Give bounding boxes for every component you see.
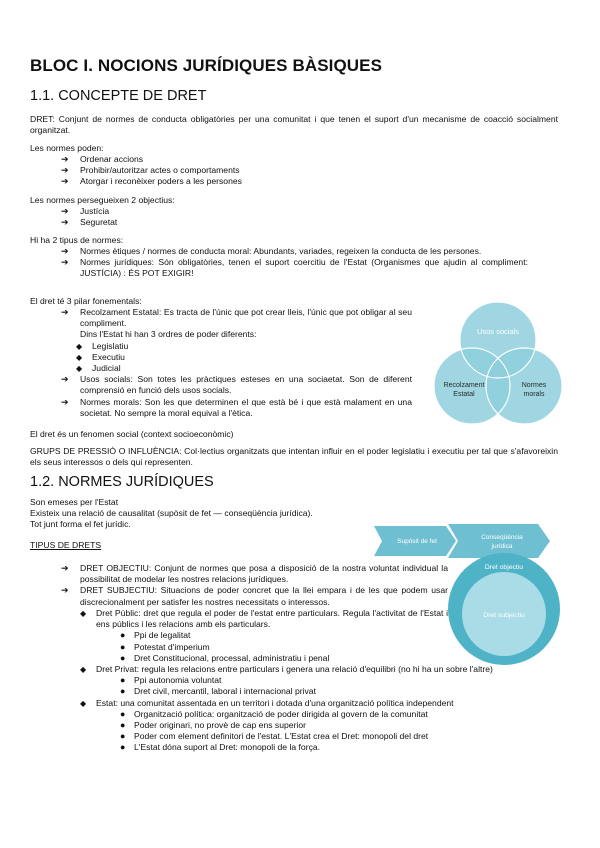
arrow-icon: ➔ (61, 257, 69, 268)
diamond-icon: ◆ (80, 698, 87, 708)
diamond-icon: ◆ (80, 665, 87, 675)
list-item: ● L'Estat dóna suport al Dret: monopoli de la força. (120, 742, 321, 753)
circle-label-objectiu: Dret objectiu (484, 564, 524, 571)
list-item: ● Ppi autonomia voluntat (120, 675, 222, 686)
list-item: ➔ Normes ètiques / normes de conducta moral: Abundants, variades, regeixen la conducta de les persones. (61, 246, 482, 256)
bullet-icon: ● (120, 652, 126, 663)
diamond-icon: ◆ (76, 341, 83, 351)
arrow-icon: ➔ (61, 154, 69, 164)
diamond-icon: ◆ (76, 352, 83, 362)
normes-line-3: Tot junt forma el fet jurídic. (30, 519, 131, 529)
list-item: ● Ppi de legalitat (120, 630, 191, 641)
chevron-label-suposit: Supòsit de fet (397, 538, 437, 545)
chevron-label-consequencia-1: Conseqüència (481, 534, 523, 541)
list-item: ◆ Dret Públic: dret que regula el poder de l'estat entre particulars. Regula l'activitat de l'Estat i ens públics i les relacions amb els particulars. ● Ppi de legalitat ● Potestat d'imperium ● Dret Constitucional, processal, administratiu i penal (80, 608, 448, 663)
list-item: ➔ Usos socials: Son totes les pràctiques esteses en una sociaetat. Son de diferent comprensió en funció dels usos socials. (61, 374, 412, 396)
list-item: ◆ Legislatiu (76, 340, 129, 351)
list-item: ◆ Estat: una comunitat assentada en un territori i dotada d'una organització política independent ● Organització política: organització de poder dirigida al govern de la comunitat ● Poder originari, no provè de cap ens superior ● Poder com element definitori de l'estat. L'Estat crea el Dret: monopoli del dret ● L'Estat dóna suport al Dret: monopoli de la força. (80, 698, 528, 754)
definition-dret: DRET: Conjunt de normes de conducta obligatòries per una comunitat i que tenen el suport d'un mecanisme de coacció socialment organitzat. (30, 114, 558, 136)
list-item: ➔ DRET OBJECTIU: Conjunt de normes que posa a disposició de la nostra voluntat individual la possibilitat de modelar les nostres relacions jurídiques. (61, 563, 448, 585)
tipus-intro: Hi ha 2 tipus de normes: (30, 235, 124, 245)
diamond-icon: ◆ (80, 609, 87, 618)
list-item: ➔ Recolzament Estatal: Es tracta de l'únic que pot crear lleis, l'únic que pot obligar al seu compliment. Dins l'Estat hi han 3 ordres de poder diferents: ◆ Legislatiu ◆ Executiu ◆ Judicial (61, 307, 412, 374)
arrow-icon: ➔ (61, 585, 69, 596)
bullet-icon: ● (120, 630, 126, 641)
list-item: ● Organització política: organització de poder dirigida al govern de la comunitat (120, 708, 428, 719)
list-item: ● Dret Constitucional, processal, administratiu i penal (120, 652, 330, 663)
page-title: BLOC I. NOCIONS JURÍDIQUES BÀSIQUES (30, 56, 383, 75)
grups-pressio: GRUPS DE PRESSIÓ O INFLUÈNCIA: Col·lectius organitzats que intentan influir en el poder legislatiu i executiu per tal que s'afavoreixin els seus interessos o dels qui representen. (30, 446, 558, 468)
list-item: ➔ Atorgar i reconèixer poders a les persones (61, 176, 242, 187)
section-heading-concepte: 1.1. CONCEPTE DE DRET (30, 88, 207, 104)
venn-label-normes-1: Normes (521, 382, 547, 389)
list-item: ➔ Justícia (61, 206, 110, 216)
list-item: ➔ DRET SUBJECTIU: Situacions de poder concret que la llei empara i de les que podem usar discrecionalment per satisfer les nostres necessitats o interessos. (61, 585, 448, 607)
public-items (118, 630, 448, 664)
list-item: ● Dret civil, mercantil, laboral i internacional privat (120, 686, 316, 697)
poden-intro: Les normes poden: (30, 143, 104, 153)
objectius-intro: Les normes persegueixen 2 objectius: (30, 195, 175, 205)
bullet-icon: ● (120, 708, 126, 719)
list-item: ➔ Normes jurídiques: Són obligatòries, tenen el suport coercitiu de l'Estat (Organismes que ajudin al compliment: JUSTÍCIA) : ÉS POT EXIGIR! (61, 257, 528, 279)
list-item: ➔ Seguretat (61, 217, 118, 228)
list-item: ◆ Dret Privat: regula les relacions entre particulars i genera una relació d'equilibri (no hi ha un sobre l'altre) ● Ppi autonomia voluntat ● Dret civil, mercantil, laboral i internacional privat (80, 664, 528, 698)
venn-label-normes-2: morals (523, 391, 545, 398)
arrow-icon: ➔ (61, 165, 69, 176)
section-heading-normes: 1.2. NORMES JURÍDIQUES (30, 474, 214, 490)
bullet-icon: ● (120, 686, 126, 697)
list-item: ◆ Judicial (76, 363, 121, 374)
bullet-icon: ● (120, 720, 126, 731)
venn-diagram (418, 296, 578, 436)
list-item: ➔ Normes morals: Son les que determinen el que està bé i que està malament en una societat. No sempre la moral equival a l'ètica. (61, 396, 412, 418)
normes-line-1: Son emeses per l'Estat (30, 497, 119, 507)
diamond-icon: ◆ (76, 364, 83, 374)
poden-list (61, 154, 561, 188)
arrow-icon: ➔ (61, 176, 69, 187)
bullet-icon: ● (120, 675, 126, 686)
tipus-drets-heading: TIPUS DE DRETS (30, 540, 102, 550)
arrow-icon: ➔ (61, 217, 69, 228)
poders-intro: Dins l'Estat hi han 3 ordres de poder diferents: (80, 329, 257, 340)
arrow-icon: ➔ (61, 563, 69, 573)
dret-types-list (80, 608, 528, 754)
list-item: ● Poder com element definitori de l'estat. L'Estat crea el Dret: monopoli del dret (120, 731, 429, 742)
bullet-icon: ● (120, 641, 126, 652)
arrow-icon: ➔ (61, 396, 69, 407)
tipus-drets-list (61, 563, 448, 608)
venn-label-recolzament-1: Recolzament (443, 382, 485, 389)
bullet-icon: ● (120, 742, 126, 753)
estat-items (118, 709, 528, 754)
list-item: ● Potestat d'imperium (120, 641, 210, 652)
tipus-list (61, 246, 528, 280)
venn-label-recolzament-2: Estatal (453, 391, 475, 398)
chevron-label-consequencia-2: jurídica (491, 543, 513, 550)
arrow-icon: ➔ (61, 374, 69, 385)
circle-label-subjectiu: Dret subjectiu (483, 612, 525, 619)
normes-line-2: Existeix una relació de causalitat (supòsit de fet — conseqüència jurídica). (30, 508, 313, 518)
list-item: ➔ Ordenar accions (61, 154, 144, 164)
privat-items (118, 675, 528, 697)
arrow-icon: ➔ (61, 246, 69, 256)
objectius-list (61, 206, 561, 228)
arrow-icon: ➔ (61, 307, 69, 317)
pilars-list (61, 307, 412, 419)
pilars-intro: El dret té 3 pilar fonementals: (30, 296, 142, 306)
list-item: ◆ Executiu (76, 351, 125, 362)
bullet-icon: ● (120, 731, 126, 742)
arrow-icon: ➔ (61, 206, 69, 216)
poders-list (76, 341, 412, 375)
venn-label-usos: Usos socials (476, 327, 520, 336)
list-item: ● Poder originari, no provè de cap ens superior (120, 720, 306, 731)
list-item: ➔ Prohibir/autoritzar actes o comportaments (61, 165, 240, 176)
fenomen-social: El dret és un fenomen social (context socioeconòmic) (30, 429, 234, 439)
